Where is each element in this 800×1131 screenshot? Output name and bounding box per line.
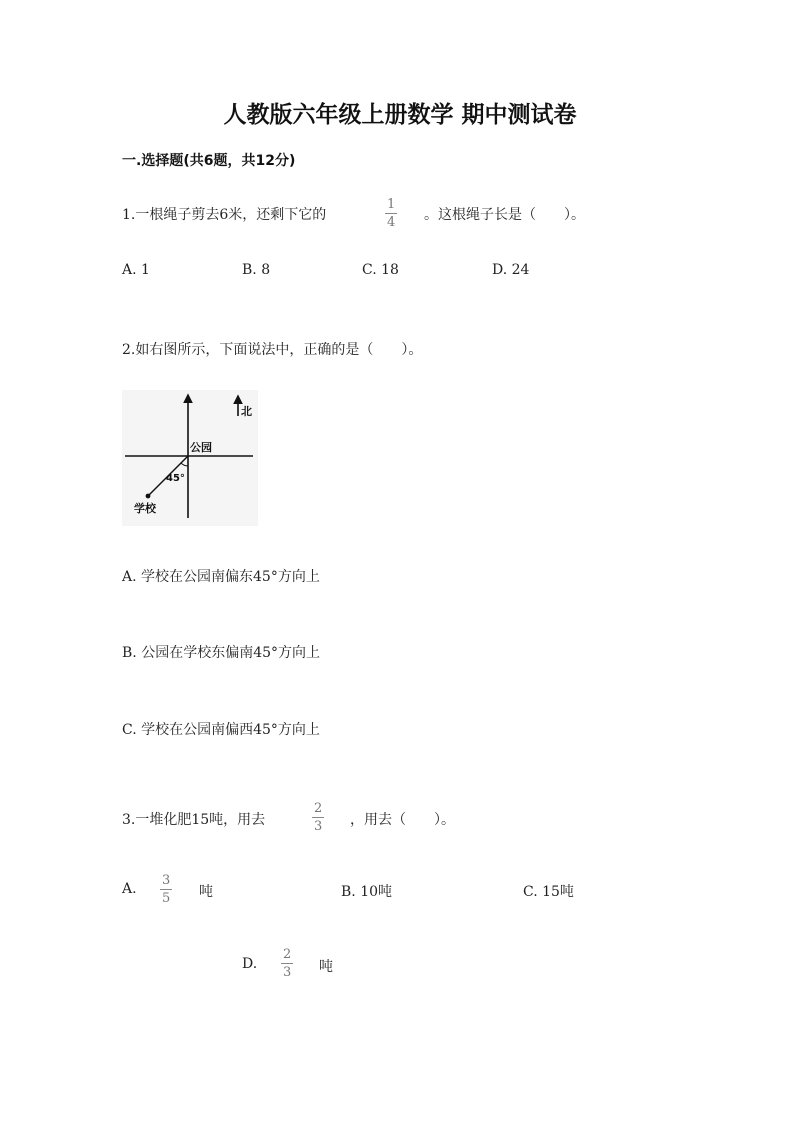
q3-text-before: 3.一堆化肥15吨，用去 bbox=[122, 812, 266, 828]
q1-option-b: B. 8 bbox=[242, 262, 271, 278]
q3-option-a-label: A. bbox=[122, 881, 137, 897]
park-label: 公园 bbox=[190, 441, 212, 454]
q1-text-before: 1.一根绳子剪去6米，还剩下它的 bbox=[122, 207, 327, 223]
q3-fraction-denominator: 3 bbox=[314, 819, 323, 834]
north-label: 北 bbox=[241, 405, 252, 418]
q1-fraction-numerator: 1 bbox=[387, 197, 396, 212]
q2-option-a: A. 学校在公园南偏东45°方向上 bbox=[122, 569, 320, 585]
q3-option-d-fraction bbox=[280, 948, 294, 979]
q1-fraction-denominator: 4 bbox=[387, 215, 396, 230]
q1-option-a: A. 1 bbox=[122, 262, 150, 278]
direction-diagram-svg bbox=[122, 390, 258, 526]
q1-option-c: C. 18 bbox=[362, 262, 399, 278]
q2-option-c: C. 学校在公园南偏西45°方向上 bbox=[122, 722, 320, 738]
q3-option-d-denominator: 3 bbox=[283, 965, 292, 980]
q3-option-a-denominator: 5 bbox=[162, 891, 171, 906]
q3-fraction-numerator: 2 bbox=[314, 801, 323, 816]
angle-label: 45° bbox=[166, 473, 185, 484]
q3-option-b: B. 10吨 bbox=[341, 884, 393, 900]
section-heading: 一.选择题(共6题，共12分) bbox=[122, 153, 296, 169]
q3-option-a-fraction bbox=[159, 874, 173, 905]
q3-option-a-unit: 吨 bbox=[199, 884, 213, 900]
q2-text: 2.如右图所示，下面说法中，正确的是（ ）。 bbox=[122, 342, 423, 358]
q2-option-b: B. 公园在学校东偏南45°方向上 bbox=[122, 645, 321, 661]
q1-fraction bbox=[384, 198, 398, 229]
q3-option-a-numerator: 3 bbox=[162, 873, 171, 888]
school-point bbox=[146, 494, 151, 499]
q3-fraction bbox=[311, 802, 325, 833]
direction-diagram bbox=[122, 390, 258, 526]
school-label: 学校 bbox=[134, 502, 156, 515]
q3-option-d-label: D. bbox=[242, 956, 258, 972]
q1-option-d: D. 24 bbox=[492, 262, 530, 278]
q1-text-after: 。这根绳子长是（ ）。 bbox=[424, 207, 585, 223]
q3-option-c: C. 15吨 bbox=[523, 884, 574, 900]
q3-option-d-unit: 吨 bbox=[319, 959, 333, 975]
q3-text-after: ，用去（ ）。 bbox=[350, 812, 455, 828]
q3-option-d-numerator: 2 bbox=[283, 947, 292, 962]
page-title: 人教版六年级上册数学 期中测试卷 bbox=[223, 102, 577, 128]
